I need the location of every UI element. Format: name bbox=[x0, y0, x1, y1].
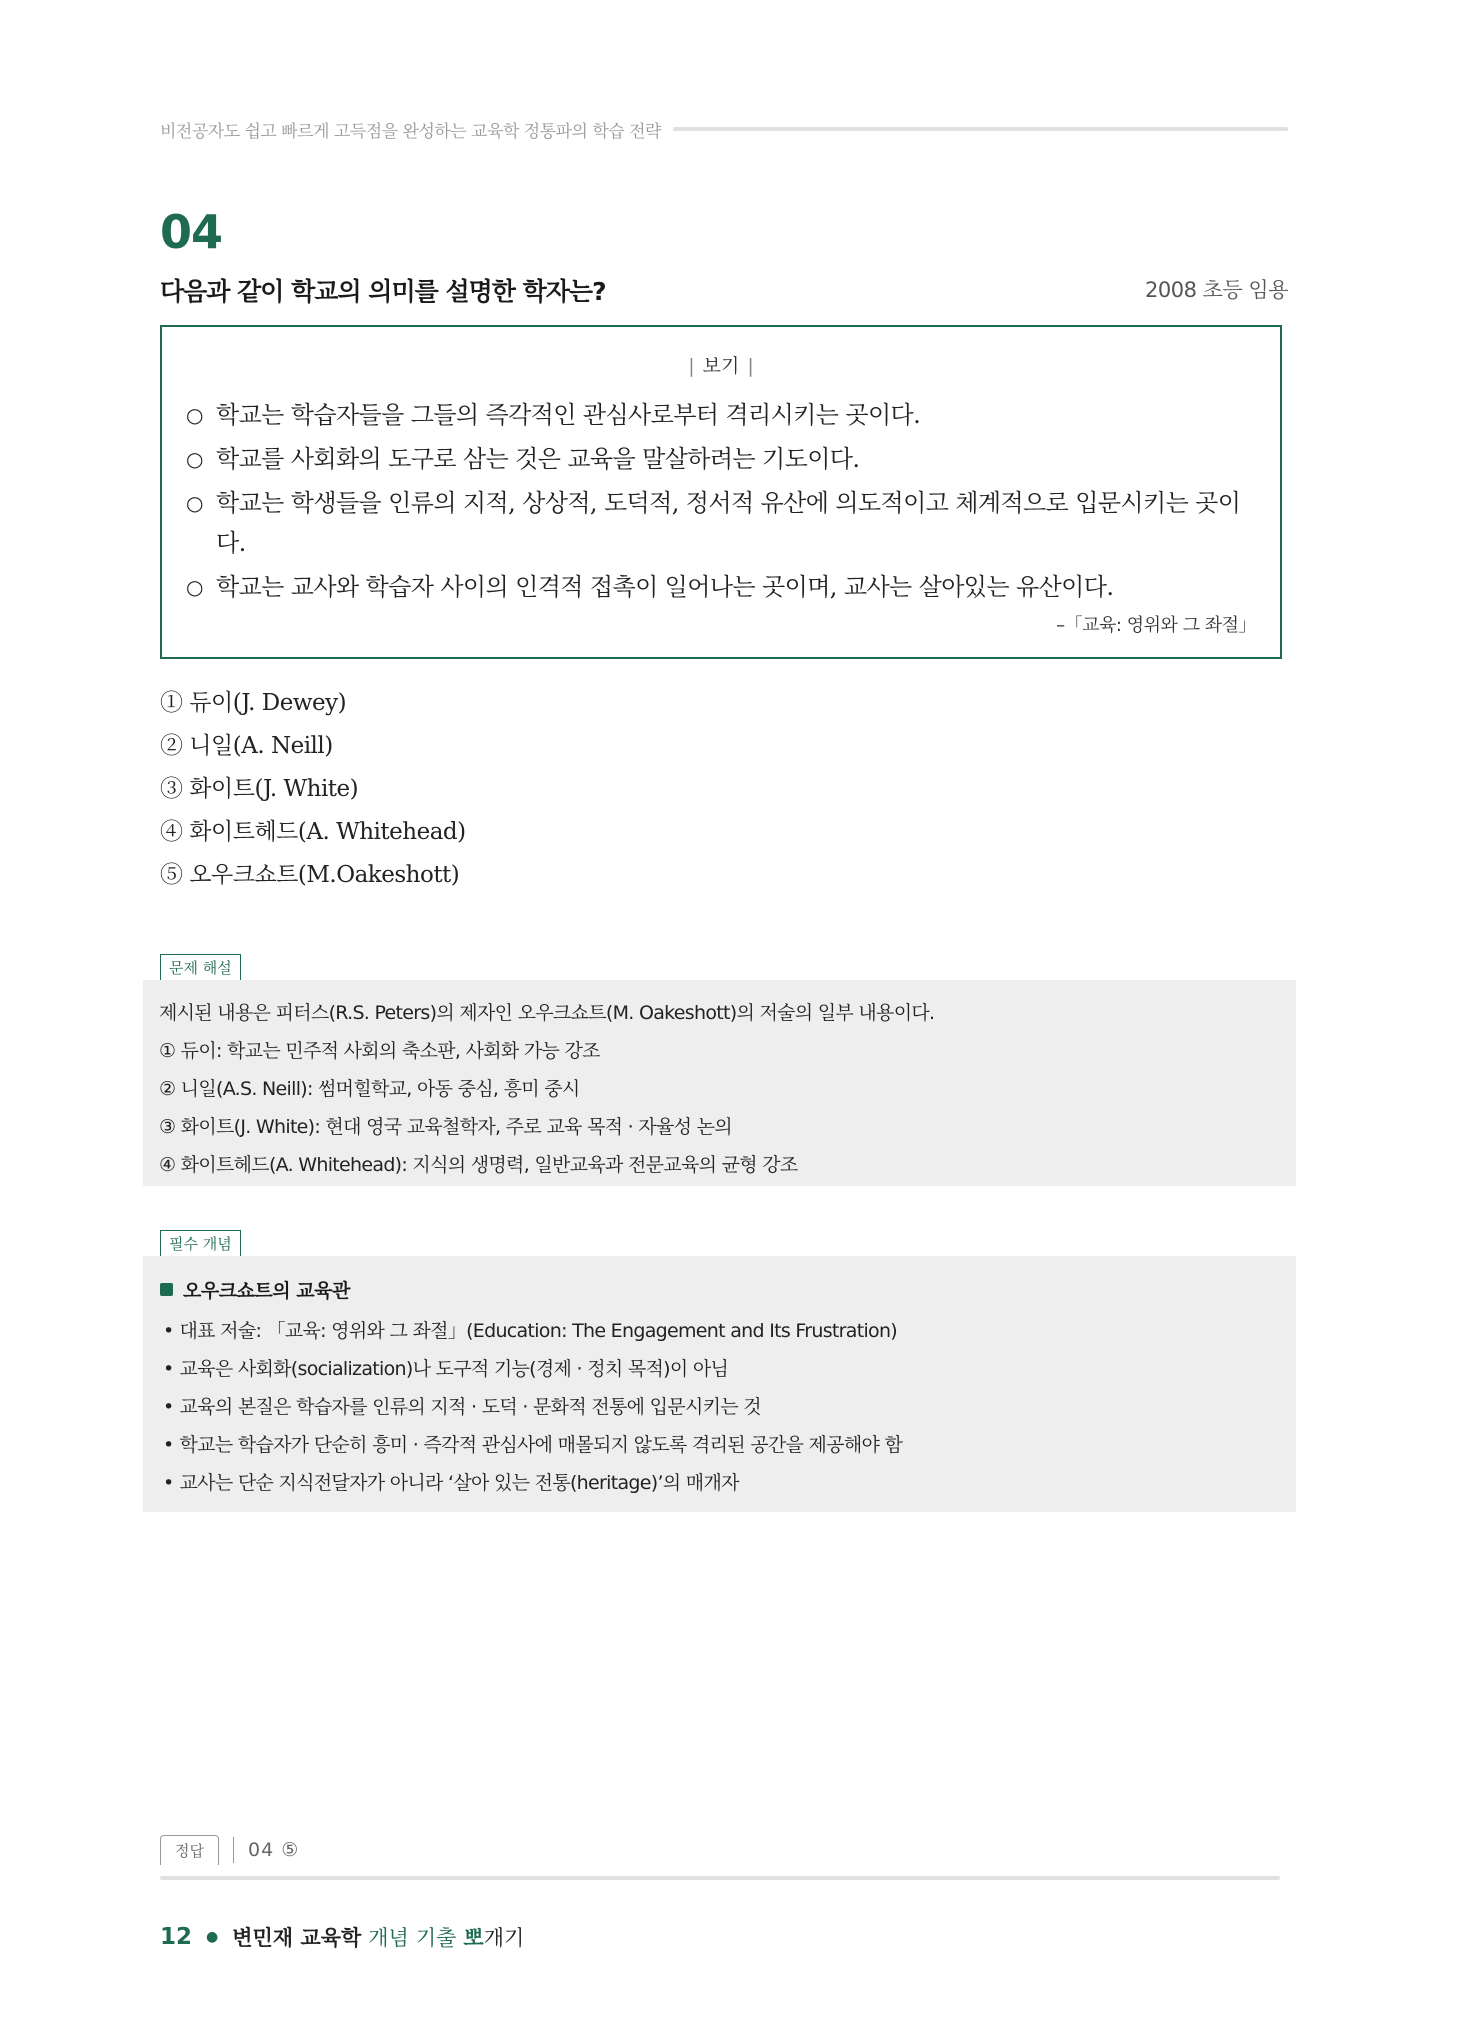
footer-rule bbox=[160, 1876, 1280, 1880]
dot-bullet-icon: • bbox=[163, 1472, 174, 1494]
concept-tag: 필수 개념 bbox=[160, 1230, 241, 1257]
dot-bullet-icon: • bbox=[163, 1396, 174, 1418]
concept-list bbox=[163, 1312, 902, 1502]
concept-item: • 대표 저술: 「교육: 영위와 그 좌절」(Education: The Engagement and Its Frustration) bbox=[163, 1320, 898, 1342]
bogi-citation: –「교육: 영위와 그 좌절」 bbox=[1056, 615, 1256, 636]
choice-item[interactable]: ③ 화이트(J. White) bbox=[160, 776, 359, 802]
circle-bullet-icon: ○ bbox=[186, 403, 203, 427]
concept-item: • 교육은 사회화(socialization)나 도구적 기능(경제 · 정치 목적)이 아님 bbox=[163, 1358, 729, 1380]
answer-label: 정답 bbox=[160, 1835, 219, 1865]
explanation-line: ② 니일(A.S. Neill): 썸머힐학교, 아동 중심, 흥미 중시 bbox=[159, 1078, 580, 1100]
question-source: 2008 초등 임용 bbox=[1145, 278, 1288, 302]
choice-item[interactable]: ② 니일(A. Neill) bbox=[160, 733, 333, 759]
concept-item: • 교사는 단순 지식전달자가 아니라 ‘살아 있는 전통(heritage)’의 매개자 bbox=[163, 1472, 739, 1494]
concept-box bbox=[143, 1256, 1296, 1512]
question-text: 다음과 같이 학교의 의미를 설명한 학자는? bbox=[160, 277, 606, 306]
bogi-item: ○ 학교는 학생들을 인류의 지적, 상상적, 도덕적, 정서적 유산에 의도적이고 체계적으로 입문시키는 곳이다. bbox=[186, 483, 1260, 563]
bogi-box bbox=[160, 325, 1282, 659]
square-bullet-icon bbox=[160, 1283, 173, 1296]
concept-item: • 학교는 학습자가 단순히 흥미 · 즉각적 관심사에 매몰되지 않도록 격리된 공간을 제공해야 함 bbox=[163, 1434, 903, 1456]
choice-item[interactable]: ⑤ 오우크쇼트(M.Oakeshott) bbox=[160, 862, 460, 888]
book-title-part2: 개념 bbox=[368, 1926, 409, 1950]
running-header-text: 비전공자도 쉽고 빠르게 고득점을 완성하는 교육학 정통파의 학습 전략 bbox=[160, 121, 661, 142]
explanation-line: 제시된 내용은 피터스(R.S. Peters)의 제자인 오우크쇼트(M. Oakeshott)의 저술의 일부 내용이다. bbox=[159, 1002, 935, 1024]
answer-divider bbox=[233, 1837, 234, 1863]
header-rule bbox=[673, 127, 1288, 131]
bogi-title-label: 보기 bbox=[702, 355, 740, 377]
bogi-item: ○ 학교는 학습자들을 그들의 즉각적인 관심사로부터 격리시키는 곳이다. bbox=[186, 395, 1260, 435]
page-footer bbox=[160, 1922, 524, 1952]
explanation-box bbox=[143, 980, 1296, 1186]
book-title-part3: 기출 bbox=[415, 1926, 457, 1950]
answer-choices bbox=[160, 682, 466, 897]
footer-dot-icon: ● bbox=[206, 1929, 219, 1945]
book-title-part1: 변민재 교육학 bbox=[232, 1926, 362, 1950]
answer-value: 04 ⑤ bbox=[247, 1839, 300, 1861]
explanation-line: ④ 화이트헤드(A. Whitehead): 지식의 생명력, 일반교육과 전문교육의 균형 강조 bbox=[159, 1154, 798, 1176]
choice-item[interactable]: ④ 화이트헤드(A. Whitehead) bbox=[160, 819, 466, 845]
explanation-tag: 문제 해설 bbox=[160, 954, 241, 981]
bogi-list bbox=[186, 395, 1260, 611]
dot-bullet-icon: • bbox=[163, 1358, 174, 1380]
running-header bbox=[160, 114, 1288, 144]
concept-title: 오우크쇼트의 교육관 bbox=[160, 1276, 350, 1303]
circle-bullet-icon: ○ bbox=[186, 575, 203, 599]
circle-bullet-icon: ○ bbox=[186, 447, 203, 471]
bogi-item: ○ 학교는 교사와 학습자 사이의 인격적 접촉이 일어나는 곳이며, 교사는 살아있는 유산이다. bbox=[186, 567, 1260, 607]
book-title-part4: 뽀 bbox=[463, 1926, 484, 1950]
explanation-list bbox=[159, 994, 934, 1184]
choice-item[interactable]: ① 듀이(J. Dewey) bbox=[160, 690, 347, 716]
dot-bullet-icon: • bbox=[163, 1320, 174, 1342]
concept-item: • 교육의 본질은 학습자를 인류의 지적 · 도덕 · 문화적 전통에 입문시키는 것 bbox=[163, 1396, 761, 1418]
explanation-line: ③ 화이트(J. White): 현대 영국 교육철학자, 주로 교육 목적 · 자율성 논의 bbox=[159, 1116, 732, 1138]
bogi-title: | 보기 | bbox=[688, 355, 754, 377]
explanation-line: ① 듀이: 학교는 민주적 사회의 축소판, 사회화 가능 강조 bbox=[159, 1040, 600, 1062]
answer-row bbox=[160, 1835, 299, 1865]
page-number: 12 bbox=[160, 1924, 193, 1950]
book-title-part5: 개기 bbox=[483, 1926, 525, 1950]
dot-bullet-icon: • bbox=[163, 1434, 174, 1456]
circle-bullet-icon: ○ bbox=[186, 491, 203, 515]
question-number: 04 bbox=[160, 205, 223, 259]
bogi-item: ○ 학교를 사회화의 도구로 삼는 것은 교육을 말살하려는 기도이다. bbox=[186, 439, 1260, 479]
